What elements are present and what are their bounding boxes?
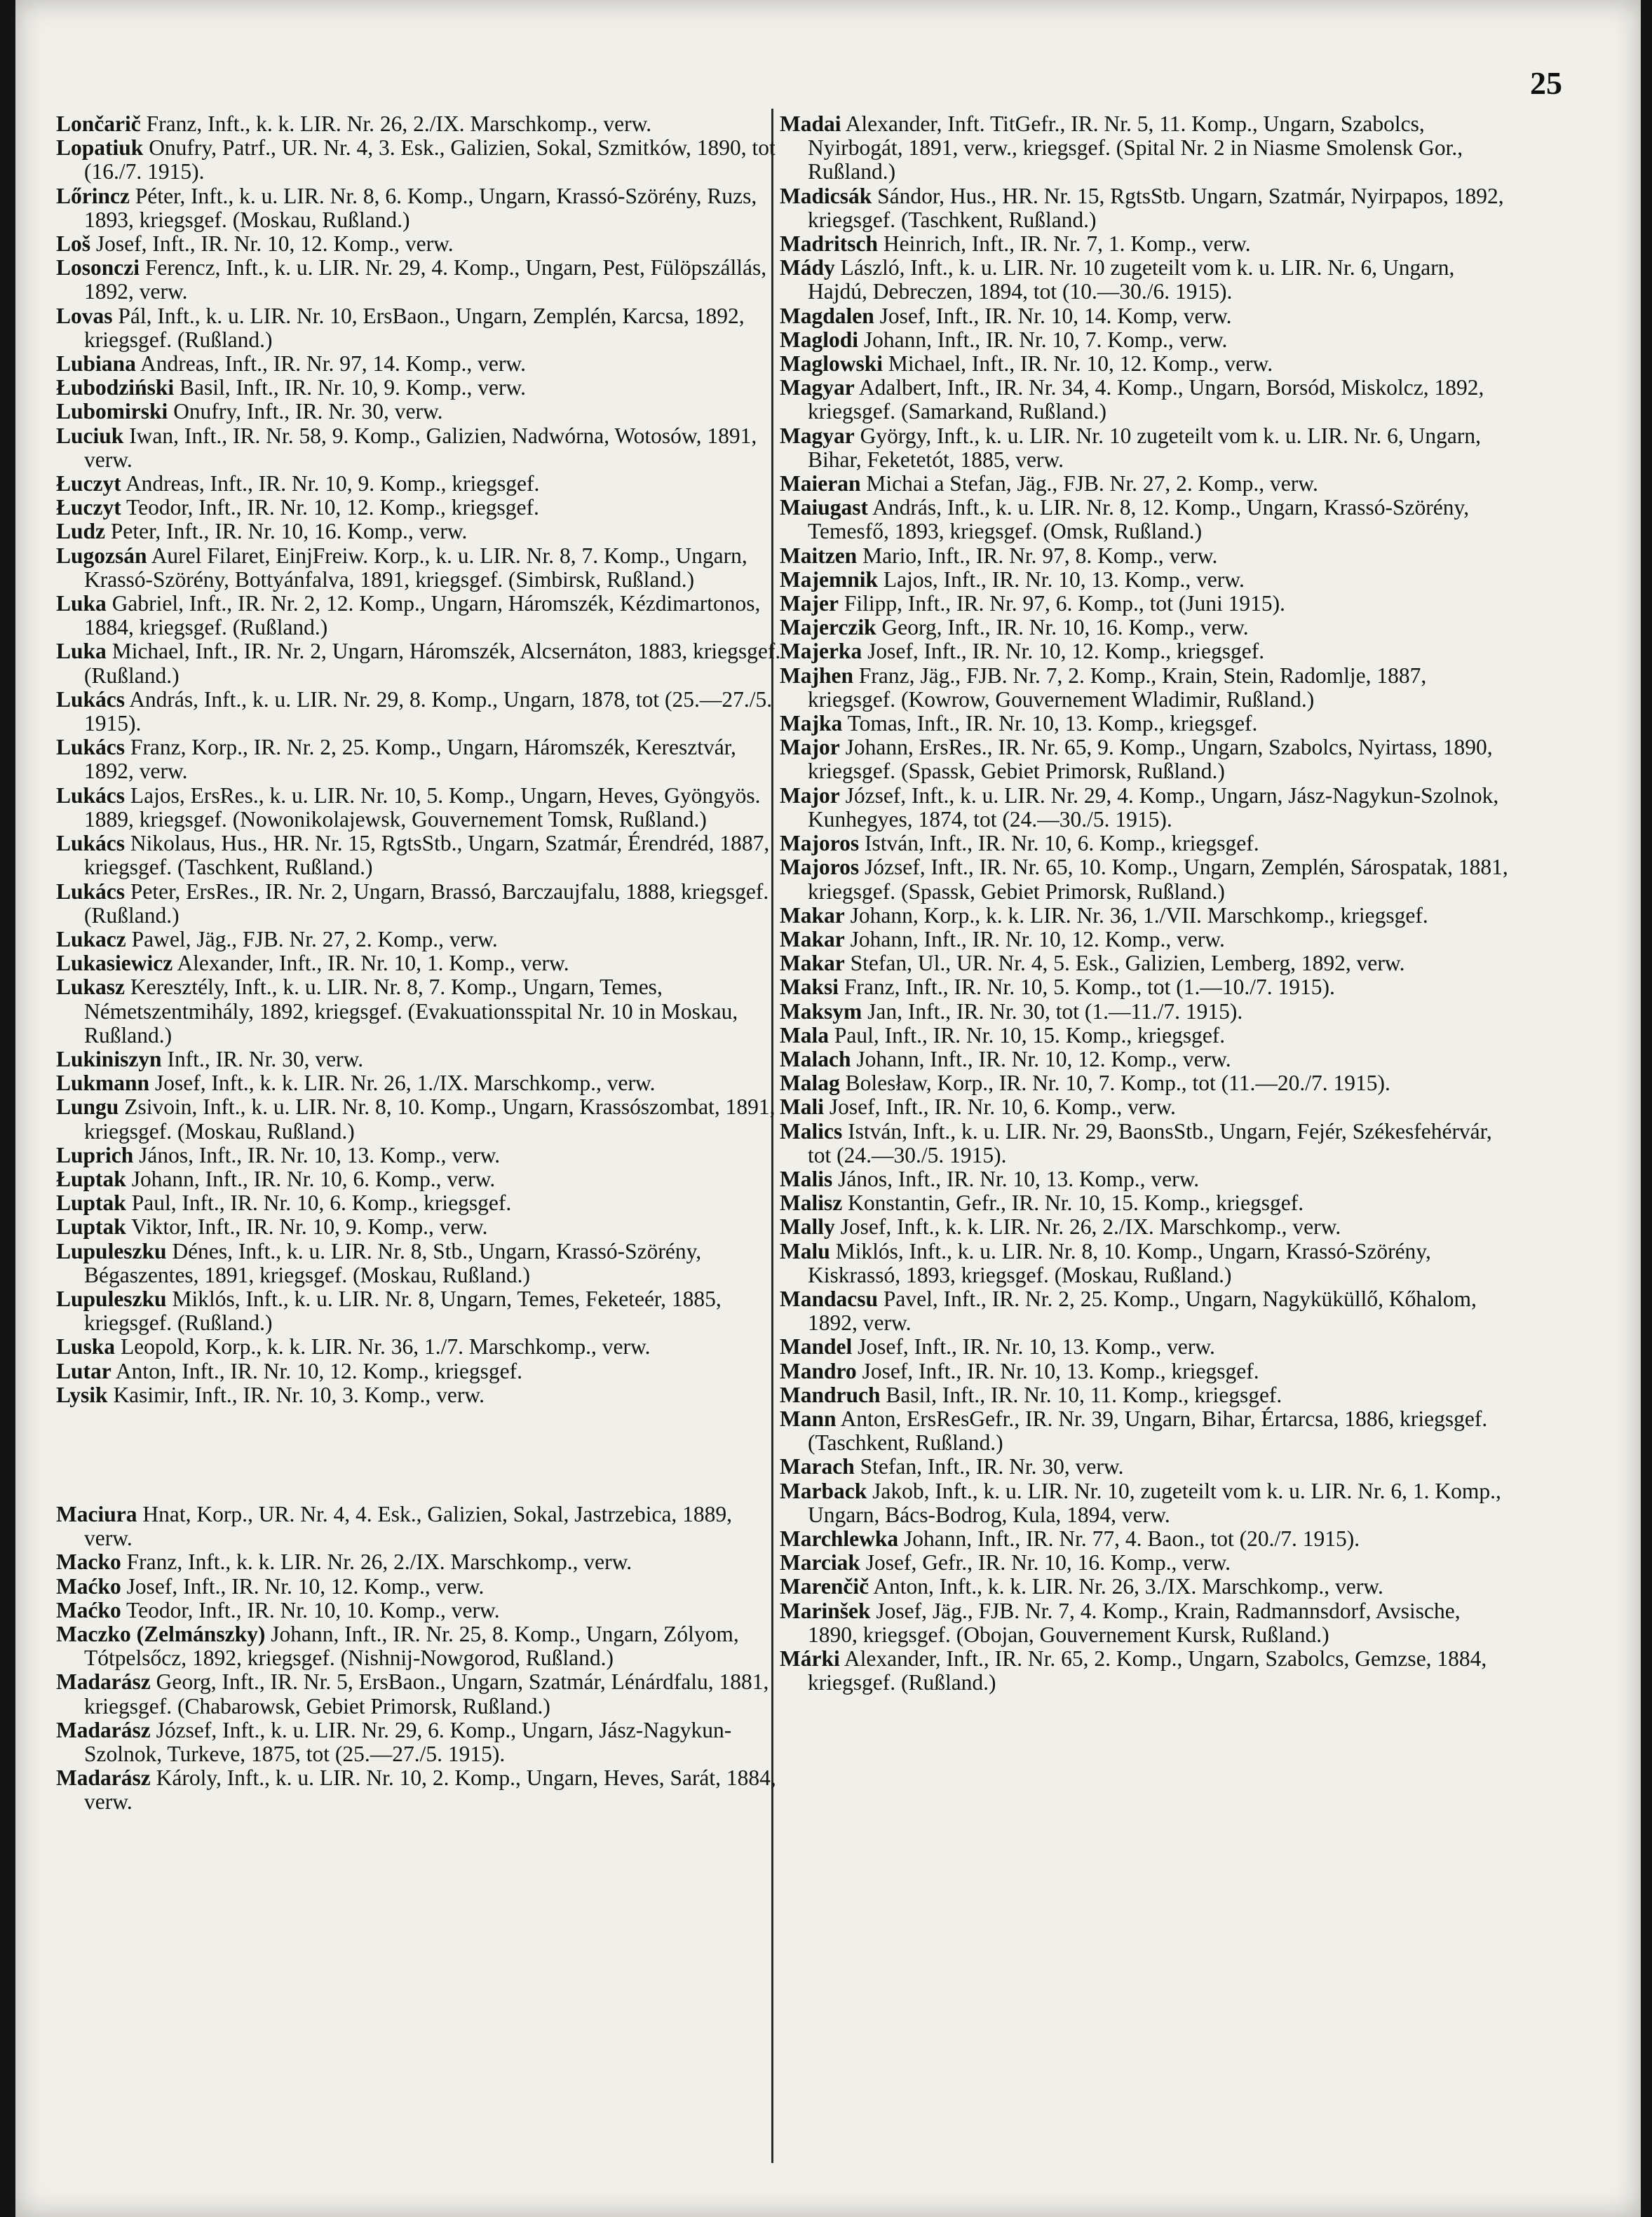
entry-surname: Maieran bbox=[780, 471, 861, 496]
entry-details: Konstantin, Gefr., IR. Nr. 10, 15. Komp., kriegsgef. bbox=[848, 1191, 1304, 1216]
entry-surname: Márki bbox=[780, 1646, 840, 1671]
register-entry bbox=[780, 1647, 1509, 1695]
entry-surname: Losonczi bbox=[56, 255, 140, 280]
entry-surname: Majoros bbox=[780, 855, 860, 880]
entry-details: Pál, Inft., k. u. LIR. Nr. 10, ErsBaon., Ungarn, Zemplén, Karcsa, 1892, kriegsgef. (Rußland.) bbox=[84, 303, 745, 352]
entry-details: Alexander, Inft. TitGefr., IR. Nr. 5, 11. Komp., Ungarn, Szabolcs, Nyirbogát, 1891, verw., kriegsgef. (Spital Nr. 2 in Niasme Smolensk Gor., Rußland.) bbox=[808, 111, 1463, 184]
entry-details: Johann, Inft., IR. Nr. 10, 12. Komp., verw. bbox=[856, 1046, 1231, 1071]
entry-details: Károly, Inft., k. u. LIR. Nr. 10, 2. Komp., Ungarn, Heves, Sarát, 1884, verw. bbox=[84, 1765, 776, 1815]
register-entry bbox=[780, 735, 1509, 783]
entry-details: János, Inft., IR. Nr. 10, 13. Komp., verw. bbox=[139, 1142, 501, 1167]
entry-surname: Lopatiuk bbox=[56, 135, 144, 161]
entry-details: Josef, Inft., IR. Nr. 10, 6. Komp., verw. bbox=[829, 1094, 1176, 1120]
register-entry bbox=[56, 496, 785, 520]
register-entry bbox=[56, 1335, 785, 1359]
entry-details: Nikolaus, Hus., HR. Nr. 15, RgtsStb., Ungarn, Szatmár, Érendréd, 1887, kriegsgef. (Taschkent, Rußland.) bbox=[84, 831, 770, 880]
register-entry bbox=[56, 1240, 785, 1287]
entry-details: Franz, Inft., IR. Nr. 10, 5. Komp., tot (1.—10./7. 1915). bbox=[844, 975, 1335, 1000]
register-entry bbox=[56, 472, 785, 496]
entry-surname: Lovas bbox=[56, 303, 113, 328]
entry-surname: Łubodziński bbox=[56, 375, 175, 400]
entry-surname: Luptak bbox=[56, 1214, 126, 1240]
entry-details: József, Inft., k. u. LIR. Nr. 29, 4. Komp., Ungarn, Jász-Nagykun-Szolnok, Kunhegyes, 1874, tot (24.—30./5. 1915). bbox=[808, 782, 1499, 832]
entry-details: Tomas, Inft., IR. Nr. 10, 13. Komp., kriegsgef. bbox=[847, 711, 1258, 736]
entry-surname: Majka bbox=[780, 711, 843, 736]
entry-details: Basil, Inft., IR. Nr. 10, 9. Komp., verw. bbox=[179, 375, 527, 400]
register-entry bbox=[56, 256, 785, 304]
register-entry bbox=[780, 1383, 1509, 1407]
register-entry bbox=[780, 712, 1509, 735]
entry-details: László, Inft., k. u. LIR. Nr. 10 zugeteilt vom k. u. LIR. Nr. 6, Ungarn, Hajdú, Debreczen, 1894, tot (10.—30./6. 1915). bbox=[808, 255, 1455, 304]
entry-surname: Lukmann bbox=[56, 1071, 150, 1096]
entry-surname: Ludz bbox=[56, 519, 106, 544]
entry-details: Josef, Inft., IR. Nr. 10, 13. Komp., verw. bbox=[858, 1334, 1215, 1360]
register-entry bbox=[56, 1550, 785, 1574]
entry-surname: Makar bbox=[780, 902, 845, 928]
entry-details: Kasimir, Inft., IR. Nr. 10, 3. Komp., verw. bbox=[113, 1382, 485, 1407]
register-entry bbox=[780, 1191, 1509, 1215]
entry-details: Miklós, Inft., k. u. LIR. Nr. 8, 10. Komp., Ungarn, Krassó-Szörény, Kiskrassó, 1893, kriegsgef. (Moskau, Rußland.) bbox=[808, 1238, 1431, 1287]
entry-surname: Lupuleszku bbox=[56, 1238, 167, 1263]
entry-surname: Marchlewka bbox=[780, 1526, 899, 1551]
entry-surname: Majoros bbox=[780, 831, 860, 856]
register-entry bbox=[56, 1071, 785, 1095]
entry-details: György, Inft., k. u. LIR. Nr. 10 zugeteilt vom k. u. LIR. Nr. 6, Ungarn, Bihar, Feketetót, 1885, verw. bbox=[808, 423, 1481, 472]
entry-surname: Maitzen bbox=[780, 543, 858, 568]
entry-details: Franz, Jäg., FJB. Nr. 7, 2. Komp., Krain, Stein, Radomlje, 1887, kriegsgef. (Kowrow, Gouvernement Wladimir, Rußland.) bbox=[808, 663, 1427, 712]
register-entry bbox=[56, 592, 785, 639]
entry-details: Josef, Jäg., FJB. Nr. 7, 4. Komp., Krain, Radmannsdorf, Avsische, 1890, kriegsgef. (Obojan, Gouvernement Kursk, Rußland.) bbox=[808, 1598, 1461, 1647]
entry-surname: Majhen bbox=[780, 663, 853, 688]
register-entry bbox=[56, 400, 785, 423]
entry-surname: Luptak bbox=[56, 1191, 126, 1216]
entry-details: Paul, Inft., IR. Nr. 10, 6. Komp., kriegsgef. bbox=[131, 1191, 512, 1216]
entry-surname: Mala bbox=[780, 1022, 829, 1048]
register-entry bbox=[780, 1360, 1509, 1383]
register-entry bbox=[56, 1144, 785, 1167]
register-entry bbox=[56, 928, 785, 951]
register-entry bbox=[780, 568, 1509, 592]
register-entry bbox=[56, 639, 785, 687]
entry-surname: Lukács bbox=[56, 735, 126, 760]
entry-surname: Majerka bbox=[780, 639, 862, 664]
entry-details: Georg, Inft., IR. Nr. 5, ErsBaon., Ungarn, Szatmár, Lénárdfalu, 1881, kriegsgef. (Chabarowsk, Gebiet Primorsk, Rußland.) bbox=[84, 1669, 769, 1718]
register-entry bbox=[780, 1120, 1509, 1167]
entry-details: Anton, ErsResGefr., IR. Nr. 39, Ungarn, Bihar, Értarcsa, 1886, kriegsgef. (Taschkent, Rußland.) bbox=[808, 1406, 1488, 1456]
entry-details: Ferencz, Inft., k. u. LIR. Nr. 29, 4. Komp., Ungarn, Pest, Fülöpszállás, 1892, verw. bbox=[84, 255, 767, 304]
register-entry bbox=[56, 784, 785, 832]
entry-details: János, Inft., IR. Nr. 10, 13. Komp., verw. bbox=[838, 1166, 1200, 1191]
entry-surname: Maksym bbox=[780, 998, 862, 1024]
entry-details: Jan, Inft., IR. Nr. 30, tot (1.—11./7. 1915). bbox=[867, 998, 1243, 1024]
register-entry bbox=[780, 256, 1509, 304]
entry-surname: Madarász bbox=[56, 1717, 151, 1742]
register-entry bbox=[780, 1215, 1509, 1239]
entry-details: Josef, Inft., IR. Nr. 10, 12. Komp., verw. bbox=[126, 1573, 485, 1599]
register-entry bbox=[780, 592, 1509, 616]
register-entry bbox=[56, 1599, 785, 1622]
entry-details: Michael, Inft., IR. Nr. 10, 12. Komp., verw. bbox=[888, 351, 1273, 377]
entry-surname: Malics bbox=[780, 1118, 843, 1144]
register-entry bbox=[56, 1048, 785, 1071]
entry-surname: Major bbox=[780, 782, 840, 808]
register-entry bbox=[56, 1095, 785, 1143]
entry-details: Paul, Inft., IR. Nr. 10, 15. Komp., kriegsgef. bbox=[834, 1022, 1226, 1048]
register-entry bbox=[780, 1479, 1509, 1527]
register-entry bbox=[56, 112, 785, 136]
entry-surname: Łuptak bbox=[56, 1166, 126, 1191]
register-entry bbox=[780, 1048, 1509, 1071]
entry-surname: Lubiana bbox=[56, 351, 136, 377]
entry-surname: Majerczik bbox=[780, 615, 876, 640]
entry-details: Lajos, Inft., IR. Nr. 10, 13. Komp., verw. bbox=[883, 567, 1245, 592]
entry-details: Anton, Inft., IR. Nr. 10, 12. Komp., kriegsgef. bbox=[115, 1358, 522, 1383]
entry-surname: Madarász bbox=[56, 1765, 151, 1791]
register-entry bbox=[780, 112, 1509, 184]
register-entry bbox=[780, 928, 1509, 951]
entry-surname: Majer bbox=[780, 591, 839, 616]
entry-details: Andreas, Inft., IR. Nr. 10, 9. Komp., kriegsgef. bbox=[125, 471, 540, 496]
register-entry bbox=[780, 1551, 1509, 1575]
entry-details: Basil, Inft., IR. Nr. 10, 11. Komp., kriegsgef. bbox=[886, 1382, 1282, 1407]
register-entry bbox=[780, 975, 1509, 999]
entry-details: Dénes, Inft., k. u. LIR. Nr. 8, Stb., Ungarn, Krassó-Szörény, Bégaszentes, 1891, kriegsgef. (Moskau, Rußland.) bbox=[84, 1238, 702, 1287]
entry-surname: Mally bbox=[780, 1214, 835, 1240]
entry-surname: Lukács bbox=[56, 686, 126, 712]
entry-surname: Malisz bbox=[780, 1191, 843, 1216]
register-entry bbox=[780, 1071, 1509, 1095]
entry-surname: Mandacsu bbox=[780, 1286, 879, 1311]
entry-surname: Maglodi bbox=[780, 327, 859, 352]
entry-details: Franz, Inft., k. k. LIR. Nr. 26, 2./IX. Marschkomp., verw. bbox=[126, 1550, 632, 1575]
entry-details: Miklós, Inft., k. u. LIR. Nr. 8, Ungarn, Temes, Feketeér, 1885, kriegsgef. (Rußland.) bbox=[84, 1286, 722, 1336]
register-entry bbox=[780, 328, 1509, 352]
entry-details: Hnat, Korp., UR. Nr. 4, 4. Esk., Galizien, Sokal, Jastrzebica, 1889, verw. bbox=[84, 1501, 733, 1551]
register-entry bbox=[56, 735, 785, 783]
register-entry bbox=[780, 376, 1509, 423]
register-entry bbox=[780, 784, 1509, 832]
entry-surname: Malu bbox=[780, 1238, 830, 1263]
entry-details: Alexander, Inft., IR. Nr. 10, 1. Komp., verw. bbox=[177, 951, 569, 976]
entry-surname: Marciak bbox=[780, 1550, 860, 1575]
document-page bbox=[15, 0, 1641, 2217]
entry-details: Johann, Inft., IR. Nr. 25, 8. Komp., Ungarn, Zólyom, Tótpelsőcz, 1892, kriegsgef. (Nishnij-Nowgorod, Rußland.) bbox=[84, 1621, 739, 1671]
register-entry bbox=[56, 1383, 785, 1407]
register-entry bbox=[56, 951, 785, 975]
entry-details: Johann, Inft., IR. Nr. 10, 7. Komp., verw. bbox=[863, 327, 1228, 352]
register-entry bbox=[780, 1000, 1509, 1024]
entry-surname: Lukacz bbox=[56, 926, 126, 951]
entry-details: József, Inft., k. u. LIR. Nr. 29, 6. Komp., Ungarn, Jász-Nagykun-Szolnok, Turkeve, 1875, tot (25.—27./5. 1915). bbox=[84, 1717, 732, 1766]
register-entry bbox=[780, 424, 1509, 472]
register-entry bbox=[56, 136, 785, 184]
entry-details: Bolesław, Korp., IR. Nr. 10, 7. Komp., tot (11.—20./7. 1915). bbox=[845, 1071, 1390, 1096]
entry-surname: Maciura bbox=[56, 1501, 137, 1526]
entry-details: Stefan, Ul., UR. Nr. 4, 5. Esk., Galizien, Lemberg, 1892, verw. bbox=[850, 951, 1405, 976]
register-entry bbox=[780, 232, 1509, 256]
entry-surname: Maiugast bbox=[780, 495, 868, 520]
register-entry bbox=[56, 1718, 785, 1766]
entry-surname: Maczko (Zelmánszky) bbox=[56, 1621, 266, 1646]
entry-surname: Maglowski bbox=[780, 351, 883, 377]
entry-details: Péter, Inft., k. u. LIR. Nr. 8, 6. Komp., Ungarn, Krassó-Szörény, Ruzs, 1893, kriegsgef. (Moskau, Rußland.) bbox=[84, 183, 757, 232]
entry-details: Johann, Korp., k. k. LIR. Nr. 36, 1./VII. Marschkomp., kriegsgef. bbox=[850, 902, 1428, 928]
register-entry bbox=[780, 1575, 1509, 1599]
register-entry bbox=[780, 1287, 1509, 1335]
entry-details: Adalbert, Inft., IR. Nr. 34, 4. Komp., Ungarn, Borsód, Miskolcz, 1892, kriegsgef. (Samarkand, Rußland.) bbox=[808, 375, 1484, 424]
entry-surname: Maksi bbox=[780, 975, 839, 1000]
right-column bbox=[780, 112, 1509, 1695]
entry-surname: Lugozsán bbox=[56, 543, 147, 568]
entry-surname: Lysik bbox=[56, 1382, 108, 1407]
entry-surname: Luska bbox=[56, 1334, 116, 1360]
entry-surname: Mandruch bbox=[780, 1382, 881, 1407]
entry-details: András, Inft., k. u. LIR. Nr. 8, 12. Komp., Ungarn, Krassó-Szörény, Temesfő, 1893, kriegsgef. (Omsk, Rußland.) bbox=[808, 495, 1470, 544]
entry-surname: Madarász bbox=[56, 1669, 151, 1695]
register-entry bbox=[56, 304, 785, 352]
register-entry bbox=[780, 832, 1509, 855]
entry-details: Peter, ErsRes., IR. Nr. 2, Ungarn, Brassó, Barczaujfalu, 1888, kriegsgef. (Rußland.) bbox=[84, 879, 769, 928]
entry-surname: Mandel bbox=[780, 1334, 853, 1360]
entry-surname: Lőrincz bbox=[56, 183, 130, 208]
entry-details: Josef, Inft., IR. Nr. 10, 13. Komp., kriegsgef. bbox=[862, 1358, 1259, 1383]
register-entry bbox=[780, 951, 1509, 975]
entry-surname: Lukiniszyn bbox=[56, 1046, 162, 1071]
entry-details: Heinrich, Inft., IR. Nr. 7, 1. Komp., verw. bbox=[883, 231, 1251, 257]
register-entry bbox=[780, 544, 1509, 568]
entry-surname: Mali bbox=[780, 1094, 824, 1120]
entry-details: Josef, Inft., IR. Nr. 10, 14. Komp, verw. bbox=[879, 303, 1232, 328]
register-entry bbox=[56, 832, 785, 879]
register-entry bbox=[780, 1240, 1509, 1287]
entry-surname: Luprich bbox=[56, 1142, 134, 1167]
entry-details: Aurel Filaret, EinjFreiw. Korp., k. u. LIR. Nr. 8, 7. Komp., Ungarn, Krassó-Szörény, Bottyánfalva, 1891, kriegsgef. (Simbirsk, Rußland.) bbox=[84, 543, 747, 592]
register-entry bbox=[56, 1191, 785, 1215]
entry-details: Johann, Inft., IR. Nr. 10, 6. Komp., verw. bbox=[131, 1166, 496, 1191]
register-entry bbox=[780, 1095, 1509, 1119]
entry-details: Pavel, Inft., IR. Nr. 2, 25. Komp., Ungarn, Nagyküküllő, Kőhalom, 1892, verw. bbox=[808, 1286, 1477, 1336]
register-entry bbox=[780, 1024, 1509, 1048]
entry-surname: Łuczyt bbox=[56, 495, 121, 520]
entry-details: Filipp, Inft., IR. Nr. 97, 6. Komp., tot (Juni 1915). bbox=[844, 591, 1285, 616]
entry-details: Josef, Inft., IR. Nr. 10, 12. Komp., kriegsgef. bbox=[867, 639, 1265, 664]
entry-details: Andreas, Inft., IR. Nr. 97, 14. Komp., verw. bbox=[140, 351, 526, 377]
entry-surname: Malag bbox=[780, 1071, 840, 1096]
entry-surname: Lukács bbox=[56, 782, 126, 808]
register-entry bbox=[56, 184, 785, 232]
entry-details: András, Inft., k. u. LIR. Nr. 29, 8. Komp., Ungarn, 1878, tot (25.—27./5. 1915). bbox=[84, 686, 773, 736]
entry-list-right bbox=[780, 112, 1509, 1695]
entry-details: Josef, Inft., k. k. LIR. Nr. 26, 1./IX. Marschkomp., verw. bbox=[154, 1071, 656, 1096]
entry-details: Jakob, Inft., k. u. LIR. Nr. 10, zugeteilt vom k. u. LIR. Nr. 6, 1. Komp., Ungarn, Bács-Bodrog, Kula, 1894, verw. bbox=[808, 1478, 1501, 1527]
register-entry bbox=[56, 1622, 785, 1670]
register-entry bbox=[780, 664, 1509, 712]
register-entry bbox=[56, 1766, 785, 1814]
entry-surname: Lončarič bbox=[56, 111, 141, 136]
entry-surname: Malach bbox=[780, 1046, 851, 1071]
entry-details: Pawel, Jäg., FJB. Nr. 27, 2. Komp., verw. bbox=[131, 926, 498, 951]
entry-surname: Lukasz bbox=[56, 975, 126, 1000]
entry-surname: Mann bbox=[780, 1406, 837, 1431]
register-entry bbox=[56, 975, 785, 1048]
register-entry bbox=[780, 1167, 1509, 1191]
entry-surname: Loš bbox=[56, 231, 91, 257]
entry-list-m bbox=[56, 1503, 785, 1815]
entry-details: Zsivoin, Inft., k. u. LIR. Nr. 8, 10. Komp., Ungarn, Krassószombat, 1891, kriegsgef. (Moskau, Rußland.) bbox=[84, 1094, 776, 1144]
entry-surname: Lubomirski bbox=[56, 399, 168, 424]
entry-surname: Lukasiewicz bbox=[56, 951, 173, 976]
register-entry bbox=[780, 1455, 1509, 1479]
entry-surname: Luka bbox=[56, 639, 107, 664]
entry-details: Teodor, Inft., IR. Nr. 10, 12. Komp., kriegsgef. bbox=[126, 495, 539, 520]
entry-surname: Łuczyt bbox=[56, 471, 121, 496]
entry-details: Sándor, Hus., HR. Nr. 15, RgtsStb. Ungarn, Szatmár, Nyirpapos, 1892, kriegsgef. (Taschkent, Rußland.) bbox=[808, 183, 1504, 232]
entry-surname: Mandro bbox=[780, 1358, 857, 1383]
entry-details: Peter, Inft., IR. Nr. 10, 16. Komp., verw. bbox=[110, 519, 468, 544]
entry-details: Mario, Inft., IR. Nr. 97, 8. Komp., verw. bbox=[862, 543, 1218, 568]
entry-surname: Lungu bbox=[56, 1094, 119, 1120]
entry-details: Keresztély, Inft., k. u. LIR. Nr. 8, 7. Komp., Ungarn, Temes, Németszentmihály, 1892, kriegsgef. (Evakuationsspital Nr. 10 in Moskau, Rußland.) bbox=[84, 975, 738, 1048]
entry-surname: Magdalen bbox=[780, 303, 874, 328]
entry-details: Michai a Stefan, Jäg., FJB. Nr. 27, 2. Komp., verw. bbox=[866, 471, 1318, 496]
register-entry bbox=[780, 352, 1509, 376]
register-entry bbox=[56, 1670, 785, 1718]
entry-surname: Magyar bbox=[780, 375, 855, 400]
entry-details: Johann, Inft., IR. Nr. 77, 4. Baon., tot (20./7. 1915). bbox=[904, 1526, 1360, 1551]
entry-details: Franz, Korp., IR. Nr. 2, 25. Komp., Ungarn, Háromszék, Keresztvár, 1892, verw. bbox=[84, 735, 736, 784]
entry-details: József, Inft., IR. Nr. 65, 10. Komp., Ungarn, Zemplén, Sárospatak, 1881, kriegsgef. (Spassk, Gebiet Primorsk, Rußland.) bbox=[808, 855, 1508, 904]
register-entry bbox=[780, 1335, 1509, 1359]
register-entry bbox=[780, 496, 1509, 543]
entry-details: Anton, Inft., k. k. LIR. Nr. 26, 3./IX. Marschkomp., verw. bbox=[873, 1574, 1383, 1599]
entry-details: Johann, ErsRes., IR. Nr. 65, 9. Komp., Ungarn, Szabolcs, Nyirtass, 1890, kriegsgef. (Spassk, Gebiet Primorsk, Rußland.) bbox=[808, 735, 1493, 784]
entry-surname: Lupuleszku bbox=[56, 1286, 167, 1311]
entry-details: Johann, Inft., IR. Nr. 10, 12. Komp., verw. bbox=[850, 926, 1225, 951]
entry-surname: Makar bbox=[780, 951, 845, 976]
entry-details: Josef, Gefr., IR. Nr. 10, 16. Komp., verw. bbox=[865, 1550, 1231, 1575]
entry-details: Onufry, Patrf., UR. Nr. 4, 3. Esk., Galizien, Sokal, Szmitków, 1890, tot (16./7. 1915). bbox=[84, 135, 776, 184]
register-entry bbox=[780, 472, 1509, 496]
entry-details: Stefan, Inft., IR. Nr. 30, verw. bbox=[860, 1454, 1124, 1479]
entry-surname: Lutar bbox=[56, 1358, 111, 1383]
entry-details: Alexander, Inft., IR. Nr. 65, 2. Komp., Ungarn, Szabolcs, Gemzse, 1884, kriegsgef. (Rußland.) bbox=[808, 1646, 1487, 1695]
entry-details: Iwan, Inft., IR. Nr. 58, 9. Komp., Galizien, Nadwórna, Wotosów, 1891, verw. bbox=[84, 423, 757, 472]
entry-details: Josef, Inft., k. k. LIR. Nr. 26, 2./IX. Marschkomp., verw. bbox=[840, 1214, 1341, 1240]
register-entry bbox=[56, 1575, 785, 1599]
entry-surname: Marenčič bbox=[780, 1574, 869, 1599]
register-entry bbox=[780, 1599, 1509, 1647]
register-entry bbox=[780, 616, 1509, 639]
entry-surname: Lukács bbox=[56, 831, 126, 856]
entry-surname: Makar bbox=[780, 926, 845, 951]
register-entry bbox=[56, 232, 785, 256]
entry-surname: Marinšek bbox=[780, 1598, 871, 1623]
register-entry bbox=[780, 1527, 1509, 1551]
entry-details: Franz, Inft., k. k. LIR. Nr. 26, 2./IX. Marschkomp., verw. bbox=[146, 111, 652, 136]
page-number: 25 bbox=[1530, 65, 1562, 101]
register-entry bbox=[56, 1503, 785, 1550]
entry-surname: Malis bbox=[780, 1166, 833, 1191]
entry-surname: Lukács bbox=[56, 879, 126, 904]
entry-surname: Madai bbox=[780, 111, 841, 136]
register-entry bbox=[780, 1407, 1509, 1455]
entry-surname: Marback bbox=[780, 1478, 867, 1503]
register-entry bbox=[56, 376, 785, 400]
entry-surname: Luka bbox=[56, 591, 107, 616]
entry-details: Lajos, ErsRes., k. u. LIR. Nr. 10, 5. Komp., Ungarn, Heves, Gyöngyös. 1889, kriegsgef. (Nowonikolajewsk, Gouvernement Tomsk, Rußland.) bbox=[84, 782, 761, 832]
register-entry bbox=[780, 304, 1509, 328]
entry-details: Inft., IR. Nr. 30, verw. bbox=[167, 1046, 364, 1071]
entry-details: Viktor, Inft., IR. Nr. 10, 9. Komp., verw. bbox=[131, 1214, 488, 1240]
entry-surname: Magyar bbox=[780, 423, 855, 448]
entry-details: Michael, Inft., IR. Nr. 2, Ungarn, Háromszék, Alcsernáton, 1883, kriegsgef. (Rußland.) bbox=[84, 639, 781, 688]
entry-surname: Madritsch bbox=[780, 231, 878, 257]
register-entry bbox=[56, 544, 785, 592]
register-entry bbox=[56, 1215, 785, 1239]
entry-details: Teodor, Inft., IR. Nr. 10, 10. Komp., verw. bbox=[126, 1597, 500, 1622]
entry-list-l bbox=[56, 112, 785, 1407]
register-entry bbox=[56, 352, 785, 376]
section-gap bbox=[56, 1407, 785, 1503]
entry-details: Josef, Inft., IR. Nr. 10, 12. Komp., verw. bbox=[95, 231, 454, 257]
register-entry bbox=[56, 424, 785, 472]
entry-surname: Mády bbox=[780, 255, 835, 280]
entry-details: Gabriel, Inft., IR. Nr. 2, 12. Komp., Ungarn, Háromszék, Kézdimartonos, 1884, kriegsgef. (Rußland.) bbox=[84, 591, 761, 640]
register-entry bbox=[780, 639, 1509, 663]
register-entry bbox=[56, 520, 785, 543]
register-entry bbox=[56, 880, 785, 928]
entry-surname: Majemnik bbox=[780, 567, 878, 592]
register-entry bbox=[56, 1360, 785, 1383]
left-column bbox=[56, 112, 785, 1815]
entry-details: Leopold, Korp., k. k. LIR. Nr. 36, 1./7. Marschkomp., verw. bbox=[120, 1334, 651, 1360]
entry-surname: Luciuk bbox=[56, 423, 124, 448]
entry-surname: Macko bbox=[56, 1550, 121, 1575]
register-entry bbox=[780, 904, 1509, 928]
entry-surname: Major bbox=[780, 735, 840, 760]
register-entry bbox=[56, 1287, 785, 1335]
entry-surname: Maćko bbox=[56, 1573, 121, 1599]
register-entry bbox=[780, 184, 1509, 232]
register-entry bbox=[780, 855, 1509, 903]
register-entry bbox=[56, 688, 785, 735]
entry-details: István, Inft., IR. Nr. 10, 6. Komp., kriegsgef. bbox=[865, 831, 1259, 856]
entry-surname: Marach bbox=[780, 1454, 855, 1479]
entry-details: Onufry, Inft., IR. Nr. 30, verw. bbox=[173, 399, 443, 424]
entry-details: István, Inft., k. u. LIR. Nr. 29, BaonsStb., Ungarn, Fejér, Székesfehérvár, tot (24.—30./5. 1915). bbox=[808, 1118, 1492, 1167]
entry-details: Georg, Inft., IR. Nr. 10, 16. Komp., verw. bbox=[881, 615, 1249, 640]
entry-surname: Madicsák bbox=[780, 183, 872, 208]
entry-surname: Maćko bbox=[56, 1597, 121, 1622]
register-entry bbox=[56, 1167, 785, 1191]
